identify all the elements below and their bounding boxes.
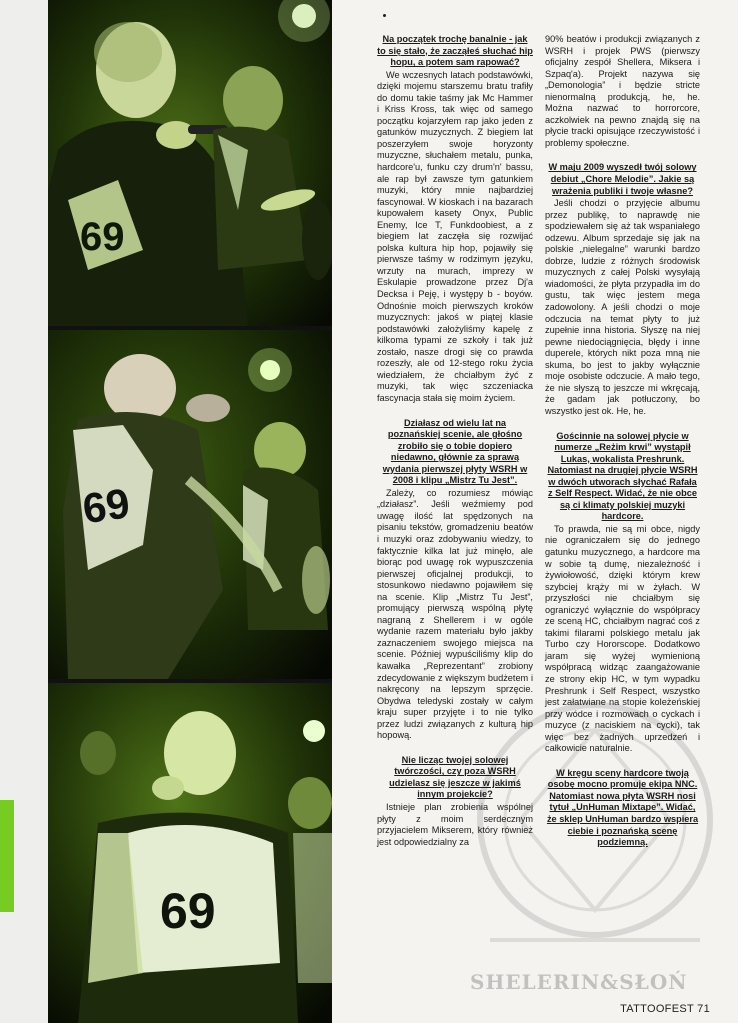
question-4: W maju 2009 wyszedł twój solowy debiut „Chore Melodie”. Jakie są wrażenia publiki i twoje własne?: [548, 162, 697, 196]
article-column-2: [545, 34, 700, 850]
question-6: W kręgu sceny hardcore twoją osobę mocno promuje ekipa NNC. Natomiast nowa płyta WSRH nosi tytuł „UnHuman Mixtape”. Widać, że sklep UnHuman bardzo wspiera ciebie i poznańską scenę podziemną.: [546, 767, 699, 848]
jersey-number-2: 69: [79, 479, 133, 533]
answer-1: We wczesnych latach podstawówki, dzięki mojemu starszemu bratu trafiły do domu takie taśmy jak Mc Hammer i Kriss Kross, tak więc od samego początku kojarzyłem rap jako jeden z gatunków muzycznych. Z biegiem lat poszerzyłem swoje horyzonty muzyczne, słuchałem metalu, punka, hardcore'u, funku czy drum'n' bassu, ale rap był zawsze tym gatunkiem muzyki, który mnie najbardziej fascynował. W kioskach i na bazarach kupowałem kasety Onyx, Public Enemy, Ice T, Funkdoobiest, a z biegiem lat zaczęła się rozwijać polska kultura hip hop, pojawiły się pierwsze taśmy w rodzimym języku, wrzuty na murach, imprezy w Eskulapie prowadzone przez Dj'a Decksa i Peję, i występy b - boyów. Odnośnie moich pierwszych kroków muzycznych: jakoś w piątej klasie podstawówki założyliśmy kapelę z kilkoma typami ze szkoły i tak już zostało, nasze drogi się co prawda rozeszły, ale od 12-stego roku życia wiedziałem, że chciałbym żyć z muzyki, tak więc szczeniacka fascynacja stała się moim życiem.: [377, 69, 533, 403]
magazine-name: TATTOOFEST: [620, 1003, 694, 1015]
bullet-dot: [383, 14, 386, 17]
answer-4: Jeśli chodzi o przyjęcie albumu przez publikę, to naprawdę nie spodziewałem się aż tak wspaniałego odzewu. Album sprzedaje się jak na polskie „nielegalne” warunki bardzo dobrze, ludzie z różnych środowisk muzycznych z całej Polski wysyłają wiadomości, że płyta przypadła im do gustu, tak więc jestem mega zadowolony. A jeśli chodzi o moje odczucia na temat płyty to już zupełnie inna historia. Słyszę na niej pewne niedociągnięcia, błędy i inne duperele, których nikt poza mną nie skuma, bo jest to jakby wyłącznie moje osobiste odczucie. A mało tego, że nie słyszą to jeszcze mi wkręcają, że gadam jak potłuczony, bo wszystko jest ok. He, he.: [545, 198, 700, 416]
answer-2: Zależy, co rozumiesz mówiąc „działasz”. Jeśli weźmiemy pod uwagę ilość lat spędzonych na pisaniu tekstów, gromadzeniu beatów i muzyki oraz zdobywaniu wiedzy, to faktycznie kilka lat już minęło, ale biorąc pod uwagę rok wypuszczenia pierwszej oficjalnej produkcji, to stosunkowo niedawno pojawiłem się na scenie. Klip „Mistrz Tu Jest”, promujący pierwszą wspólną płytę nagraną z Shellerem i w ogóle wydanie razem materiału było jakby zaznaczeniem swojego miejsca na scenie. Później wypuściliśmy klip do kawałka „Reprezentant” zrobiony zdecydowanie z większym budżetem i nakręcony na lepszym sprzęcie. Obydwa teledyski zostały w całym kraju super przyjęte i to nie tylko przez ludzi związanych z kulturą hip hopową.: [377, 487, 533, 741]
jersey-number-1: 69: [80, 215, 125, 259]
photo-strip: [48, 0, 332, 1023]
concert-photo-3: [48, 683, 332, 1023]
jersey-number-3: 69: [160, 883, 216, 939]
green-page-tab: [0, 800, 14, 912]
answer-3: Istnieje plan zrobienia wspólnej płyty z moim serdecznym przyjacielem Mikserem, który również jest odpowiedzialny za: [377, 802, 533, 847]
question-2: Działasz od wielu lat na poznańskiej scenie, ale głośno zrobiło się o tobie dopiero niedawno, głównie za sprawą wydania pierwszej płyty WSRH w 2008 i klipu „Mistrz Tu Jest”.: [382, 417, 528, 486]
answer-3-continued: 90% beatów i produkcji związanych z WSRH i projek PWS (pierwszy oficjalny zespół Shellera, Miksera i Szpaq'a). Projekt nazywa się „Demonologia” i będzie stricte nienormalną produkcją, he, he. Można nazwać to horrorcore, aczkolwiek na pewno znajdą się na płycie tracki opisujące rzeczywistość i problemy społeczne.: [545, 34, 700, 148]
question-3: Nie licząc twojej solowej twórczości, czy poza WSRH udzielasz się jeszcze w jakimś innym projekcie?: [389, 754, 521, 800]
concert-photo-2: [48, 330, 332, 679]
question-5: Gościnnie na solowej płycie w numerze „Reżim krwi” wystąpił Lukas, wokalista Preshrunk. Natomiast na drugiej płycie WSRH w dwóch utworach słychać Rafała z Self Respect. Widać, że nie obce są ci klimaty polskiej muzyki hardcore.: [547, 430, 698, 522]
answer-5: To prawda, nie są mi obce, nigdy nie ograniczałem się do jednego gatunku muzycznego, a hardcore ma w sobie tą dumę, niezależność i żywiołowość, dzięki którym krew szybciej krąży mi w żyłach. W przyszłości nie chciałbym się ograniczyć wyłącznie do współpracy ze sceną HC, chciałbym nagrać coś z takimi filarami polskiego metalu jak Turbo czy Hororscope. Dodatkowo jaram się wyżej wymienioną współpracą widząc zaangażowanie ze strony ekip HC, w tym wypadku Preshrunk i Self Respect, wszystko jest załatwiane na stopie koleżeńskiej przy wódce i rozmowach o cyckach i muzyce (z naciskiem na cycki), tak więc bez żadnych uprzedzeń i całkowicie naturalnie.: [545, 523, 700, 754]
article-column-1: [377, 34, 533, 848]
watermark-text: SHELERIN&SŁOŃ: [470, 970, 688, 994]
page-footer: [620, 1003, 710, 1015]
page-number: 71: [697, 1003, 710, 1015]
question-1: Na początek trochę banalnie - jak to się stało, że zacząłeś słuchać hip hopu, a potem sam rapować?: [377, 34, 533, 68]
concert-photo-1: [48, 0, 332, 326]
